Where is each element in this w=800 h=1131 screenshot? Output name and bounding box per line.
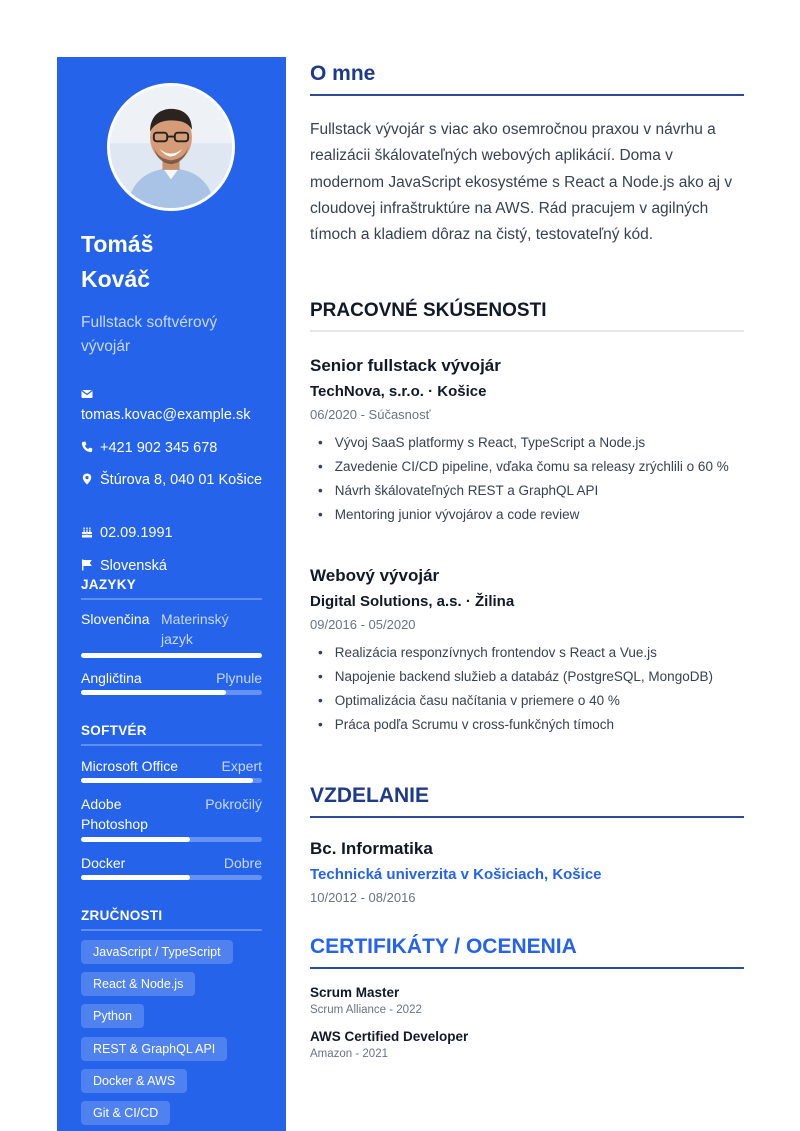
contact-nationality	[81, 556, 266, 576]
job-bullets	[310, 643, 744, 739]
certificate-name: Scrum Master	[310, 985, 400, 1000]
flag-icon	[81, 559, 95, 571]
certificates-title: CERTIFIKÁTY / OCENENIA	[310, 935, 744, 969]
job-bullet: • Návrh škálovateľných REST a GraphQL API	[310, 481, 744, 502]
map-pin-icon	[81, 473, 95, 485]
job-bullet: • Práca podľa Scrumu v cross-funkčných tímoch	[310, 715, 744, 736]
software-bar-fill	[81, 837, 190, 842]
skill-chip: Docker & AWS	[81, 1069, 187, 1093]
software-name: Docker	[81, 855, 126, 871]
education-degree: Bc. Informatika	[310, 839, 433, 858]
contact-birthdate	[81, 523, 266, 543]
language-bar-fill	[81, 690, 226, 695]
languages-title: JAZYKY	[81, 577, 262, 600]
skill-chip: Git & CI/CD	[81, 1101, 170, 1125]
software-row-photoshop	[81, 794, 262, 834]
language-row-slovak	[81, 609, 262, 649]
software-name: Adobe Photoshop	[81, 796, 148, 832]
nationality-text: Slovenská	[100, 558, 167, 574]
language-level: Materinský jazyk	[161, 611, 229, 647]
education-school: Technická univerzita v Košiciach, Košice	[310, 866, 602, 883]
skills-title: ZRUČNOSTI	[81, 908, 262, 931]
birthdate-text: 02.09.1991	[100, 525, 173, 541]
job-role: Fullstack softvérový vývojár	[81, 314, 218, 355]
about-text: Fullstack vývojár s viac ako osemročnou praxou v návrhu a realizácii škálovateľných webových aplikácií. Doma v modernom JavaScript ekosystéme s React a Node.js ako aj v cloudovej infraštruktúre na AWS. Rád pracujem v agilných tímoch a kladiem dôraz na čistý, testovateľný kód.	[310, 121, 733, 244]
language-name: Slovenčina	[81, 611, 150, 627]
job-position: Webový vývojár	[310, 566, 440, 585]
software-bar-fill	[81, 778, 253, 783]
skill-chip: JavaScript / TypeScript	[81, 940, 233, 964]
skill-chip: Python	[81, 1004, 144, 1028]
job-bullet: • Zavedenie CI/CD pipeline, vďaka čomu sa releasy zrýchlili o 60 %	[310, 457, 744, 478]
contact-phone[interactable]	[81, 438, 266, 458]
job-company: Digital Solutions, a.s. · Žilina	[310, 593, 515, 610]
education-dates: 10/2012 - 08/2016	[310, 890, 416, 905]
job-bullet: • Vývoj SaaS platformy s React, TypeScript a Node.js	[310, 433, 744, 454]
certificate-issuer: Amazon - 2021	[310, 1048, 388, 1060]
software-bar-docker	[81, 875, 262, 880]
job-bullet: • Optimalizácia času načítania v priemere o 40 %	[310, 691, 744, 712]
about-title: O mne	[310, 62, 744, 96]
software-level: Pokročilý	[205, 796, 262, 812]
job-dates: 09/2016 - 05/2020	[310, 617, 416, 632]
certificate-name: AWS Certified Developer	[310, 1029, 469, 1044]
job-company: TechNova, s.r.o. · Košice	[310, 383, 487, 400]
language-name: Angličtina	[81, 670, 142, 686]
job-bullet: • Realizácia responzívnych frontendov s React a Vue.js	[310, 643, 744, 664]
person-photo-icon	[110, 86, 232, 208]
software-level: Dobre	[223, 855, 262, 871]
software-bar-photoshop	[81, 837, 262, 842]
education-title: VZDELANIE	[310, 784, 744, 818]
language-bar-english	[81, 690, 262, 695]
skill-chip: REST & GraphQL API	[81, 1037, 227, 1061]
address-text: Štúrova 8, 040 01 Košice	[100, 472, 263, 488]
contact-email[interactable]	[81, 385, 266, 425]
avatar	[107, 83, 235, 211]
contact-address	[81, 470, 266, 490]
language-level: Plynule	[216, 670, 262, 686]
job-bullets	[310, 433, 744, 529]
job-bullet: • Napojenie backend služieb a databáz (PostgreSQL, MongoDB)	[310, 667, 744, 688]
skill-chip: React & Node.js	[81, 972, 195, 996]
last-name: Kováč	[81, 266, 151, 292]
cake-icon	[81, 526, 95, 538]
sidebar	[57, 57, 286, 1131]
software-bar-fill	[81, 875, 190, 880]
software-name: Microsoft Office	[81, 758, 178, 774]
software-bar-office	[81, 778, 262, 783]
first-name: Tomáš	[81, 231, 154, 257]
envelope-icon	[81, 388, 95, 400]
language-bar-fill	[81, 653, 262, 658]
software-title: SOFTVÉR	[81, 723, 262, 746]
phone-text: +421 902 345 678	[100, 440, 218, 456]
experience-title: PRACOVNÉ SKÚSENOSTI	[310, 300, 744, 332]
phone-icon	[81, 441, 95, 453]
job-position: Senior fullstack vývojár	[310, 356, 501, 375]
language-bar-slovak	[81, 653, 262, 658]
certificate-issuer: Scrum Alliance - 2022	[310, 1004, 422, 1016]
job-dates: 06/2020 - Súčasnosť	[310, 407, 431, 422]
job-bullet: • Mentoring junior vývojárov a code review	[310, 505, 744, 526]
software-level: Expert	[221, 758, 262, 774]
email-text: tomas.kovac@example.sk	[81, 407, 251, 423]
full-name	[81, 227, 231, 297]
